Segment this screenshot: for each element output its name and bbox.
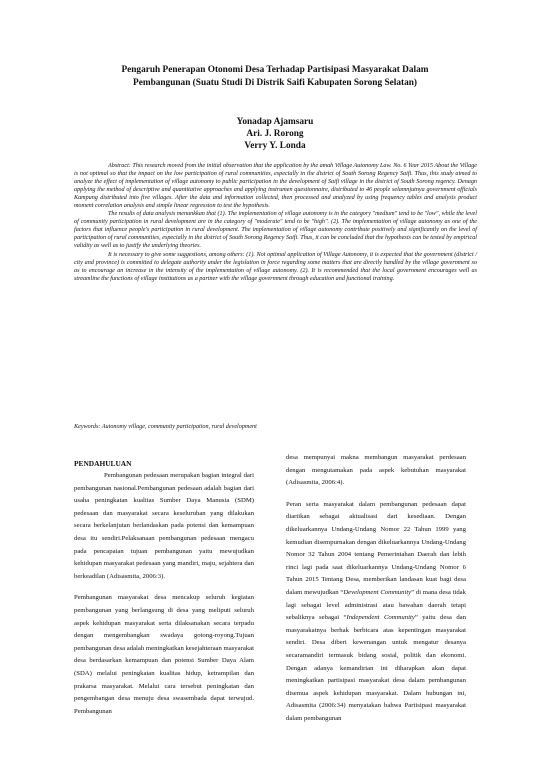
text-run: ” di mana desa tidak lagi sebagai level administrasi atau bawahan daerah tetapi sebaliknya sebagai “ bbox=[286, 588, 466, 622]
body-paragraph bbox=[286, 499, 466, 726]
paper-title bbox=[60, 64, 490, 90]
abstract-paragraph: The results of data analysis menunkkan that (1). The implementation of village autonomy is in the category "medium" tend to be "low", while the level of community participation in rural development are in the category of "moderate" tend to be "high". (2). The implementation of village autonomy as one of the factors that influence people's participation in rural development. The implementation of village autonomy contribute positively and significantly on the level of participation of rural communities, especially in the district of South Sorong Regency Saifi. Thus, it can be concluded that the hypothesis can be tested by empirical validity as well as to justify the underlying theories. bbox=[74, 211, 477, 250]
abstract-paragraph: It is necessary to give some suggestions, among others: (1). Not optimal application of Village Autonomy, it is expected that the government (district / city and province) is committed to delegate authority under the legislation in force regarding some matters that are directly handled by the village government so as to encourage an increase in the intensity of the implementation of village autonomy. (2). It is recommended that the local government encourages well as streamline the functions of village institutions as a partner with the village government through education and functional training. bbox=[74, 251, 477, 282]
body-paragraph: Pembangunan pedesaan merupakan bagian integral dari pembangunan nasional.Pembangunan pedesaan adalah bagian dari usaha peningkatan kualitas Sumber Daya Manusia (SDM) pedesaan dan masyarakat secara keseluruhan yang dilakukan secara berkelanjutan berlandaskan pada potensi dan kemampuan desa itu sendiri.Pelaksanaan pembangunan pedesaan mengacu pada pencapaian tujuan pembangunan yaitu mewujudkan kehidupan masyarakat pedesaan yang mandiri, maju, sejahtera dan berkeadilan (Adisasmita, 2006:3). bbox=[74, 472, 254, 580]
keywords: Keywords: Autonomy village, community participation, rural development bbox=[74, 424, 257, 430]
right-column bbox=[286, 452, 466, 725]
author-name: Yonadap Ajamsaru bbox=[236, 117, 314, 127]
author-list bbox=[150, 116, 400, 152]
abstract bbox=[74, 162, 477, 283]
author-name: Verry Y. Londa bbox=[244, 141, 306, 151]
title-line-2: Pembangunan (Suatu Studi Di Distrik Saifi Kabupaten Sorong Selatan) bbox=[133, 78, 417, 88]
text-run: ” yaitu desa dan masyarakatnya berhak berbicara atas kepentingan masyarakat sendiri. Desa diberi kewenangan untuk mengatur desanya secaramandiri termasuk bidang sosial, politik dan ekonomi. Dengan adanya kemandirian ini diharapkan akan dapat meningkatkan partisipasi masyarakat desa dalam pembangunan disemua aspek kehidupan masyarakat. Dalam hubungan ini, Adisasmita (2006:34) menyatakan bahwa Partisipasi masyarakat dalam pembangunan bbox=[286, 614, 466, 722]
emphasis-text: Development Community bbox=[343, 588, 412, 596]
body-paragraph: desa mempunyai makna membangun masyarakat perdesaan dengan mengutamakan pada aspek kebutuhan masyarakat (Adisasmita, 2006:4). bbox=[286, 454, 466, 487]
title-line-1: Pengaruh Penerapan Otonomi Desa Terhadap Partisipasi Masyarakat Dalam bbox=[121, 65, 429, 75]
text-run: Peran serta masyarakat dalam pembangunan pedesaan dapat diartikan sebagai aktualisasi dari kesediaan. Dengan dikeluarkannya Undang-Undang Nomor 22 Tahun 1999 yang kemudian disempurnakan dengan dikeluarkannya Undang-Undang Nomor 32 Tahun 2004 tentang Pemerintahan Daerah dan lebih rinci lagi pada saat dikeluarkannya Undang-Undang Nomor 6 Tahun 2015 Tentang Desa, memberikan landasan kuat bagi desa dalam mewujudkan “ bbox=[286, 500, 466, 596]
author-name: Ari. J. Rorong bbox=[246, 129, 304, 139]
emphasis-text: Independent Community bbox=[346, 614, 415, 622]
left-column bbox=[74, 458, 254, 718]
abstract-paragraph: Abstract: This research moved from the initial observation that the application by the amah Village Autonomy Law. No. 6 Year 2015 About the Village is not optimal so that the impact on the low participation of rural communities, especially in the district of South Sorong Regency Saifi. Thus, this study aimed to analyze the effect of implementation of village autonomy to public participation in the development of Saifi village in the district of South Sorong regency. Denagn applying the method of descriptive and quantitative approaches and applying instrumen questionnaire, distributed to 46 people selamnjutnya government officials Kampung distributed into five villages. After the data and information collected, then processed and analyzed by using frequency tables and analysis product moment correlation analysis and simple linear regression to test the hypothesis. bbox=[74, 163, 477, 210]
section-heading: PENDAHULUAN bbox=[74, 459, 132, 468]
body-paragraph: Pembangunan masyarakat desa mencakup seluruh kegiatan pembangunan yang berlangsung di desa yang meliputi seluruh aspek kehidupan masyarakat serta dilaksanakan secara terpadu dengan mengembangkan swadaya gotong-royong.Tujuan pembangunan desa adalah meningkatkan kesejahteraan masyarakat desa berdasarkan kemampuan dan potensi Sumber Daya Alam (SDA) melalui peningkatan kualitas hidup, ketrampilan dan prakarsa masyarakat. Melalui cara tersebut peningkatan dan pengembangan desa menuju desa swasembada dapat terwujud. Pembangunan bbox=[74, 594, 254, 715]
